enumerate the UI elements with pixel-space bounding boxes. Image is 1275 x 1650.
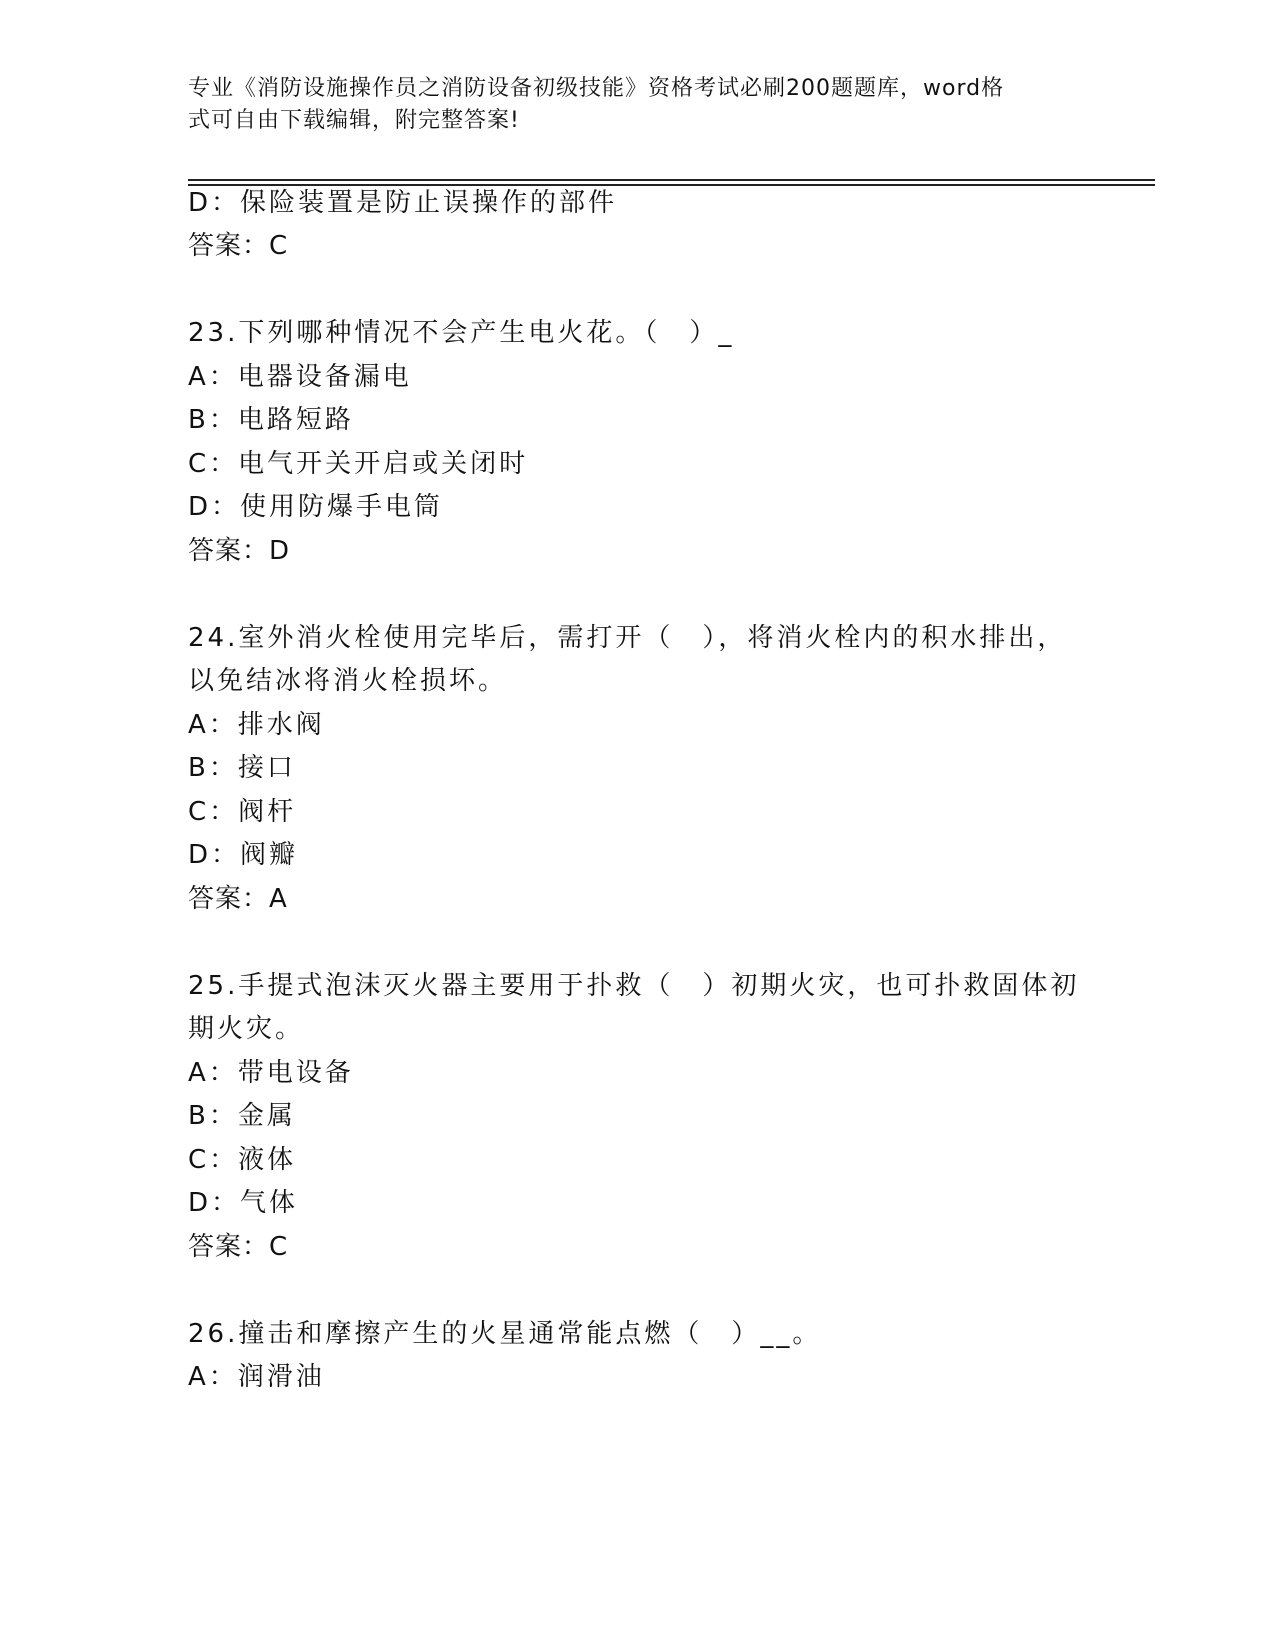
header-line-2: 式可自由下载编辑，附完整答案! [188, 108, 520, 133]
header-divider-top [188, 179, 1155, 181]
prev-answer: 答案：C [188, 231, 289, 261]
q25-option-b: B：金属 [188, 1101, 296, 1131]
q24-option-d: D：阀瓣 [188, 840, 299, 870]
q25-stem-line-1: 25.手提式泡沫灭火器主要用于扑救（ ）初期火灾，也可扑救固体初 [188, 971, 1080, 1001]
q24-stem-line-2: 以免结冰将消火栓损坏。 [188, 666, 508, 696]
document-header [188, 73, 1068, 137]
q25-answer: 答案：C [188, 1232, 289, 1262]
q24-option-a: A：排水阀 [188, 710, 325, 740]
q25-option-a: A：带电设备 [188, 1058, 354, 1088]
q25-stem-line-2: 期火灾。 [188, 1014, 305, 1044]
q23-option-a: A：电器设备漏电 [188, 362, 412, 392]
prev-option-d: D：保险装置是防止误操作的部件 [188, 188, 618, 218]
q25-option-d: D：气体 [188, 1188, 299, 1218]
header-line-1: 专业《消防设施操作员之消防设备初级技能》资格考试必刷200题题库，word格 [188, 76, 1005, 101]
q26-option-a: A：润滑油 [188, 1362, 325, 1392]
q25-option-c: C：液体 [188, 1145, 297, 1175]
q24-option-c: C：阀杆 [188, 797, 297, 827]
q24-option-b: B：接口 [188, 753, 296, 783]
q24-stem-line-1: 24.室外消火栓使用完毕后，需打开（ ），将消火栓内的积水排出， [188, 623, 1067, 653]
q23-answer: 答案：D [188, 536, 291, 566]
q23-stem: 23.下列哪种情况不会产生电火花。（ ）_ [188, 318, 735, 348]
q26-stem: 26.撞击和摩擦产生的火星通常能点燃（ ）__。 [188, 1319, 822, 1349]
q23-option-d: D：使用防爆手电筒 [188, 492, 444, 522]
q24-answer: 答案：A [188, 884, 288, 914]
q23-option-b: B：电路短路 [188, 405, 354, 435]
q23-option-c: C：电气开关开启或关闭时 [188, 449, 529, 479]
